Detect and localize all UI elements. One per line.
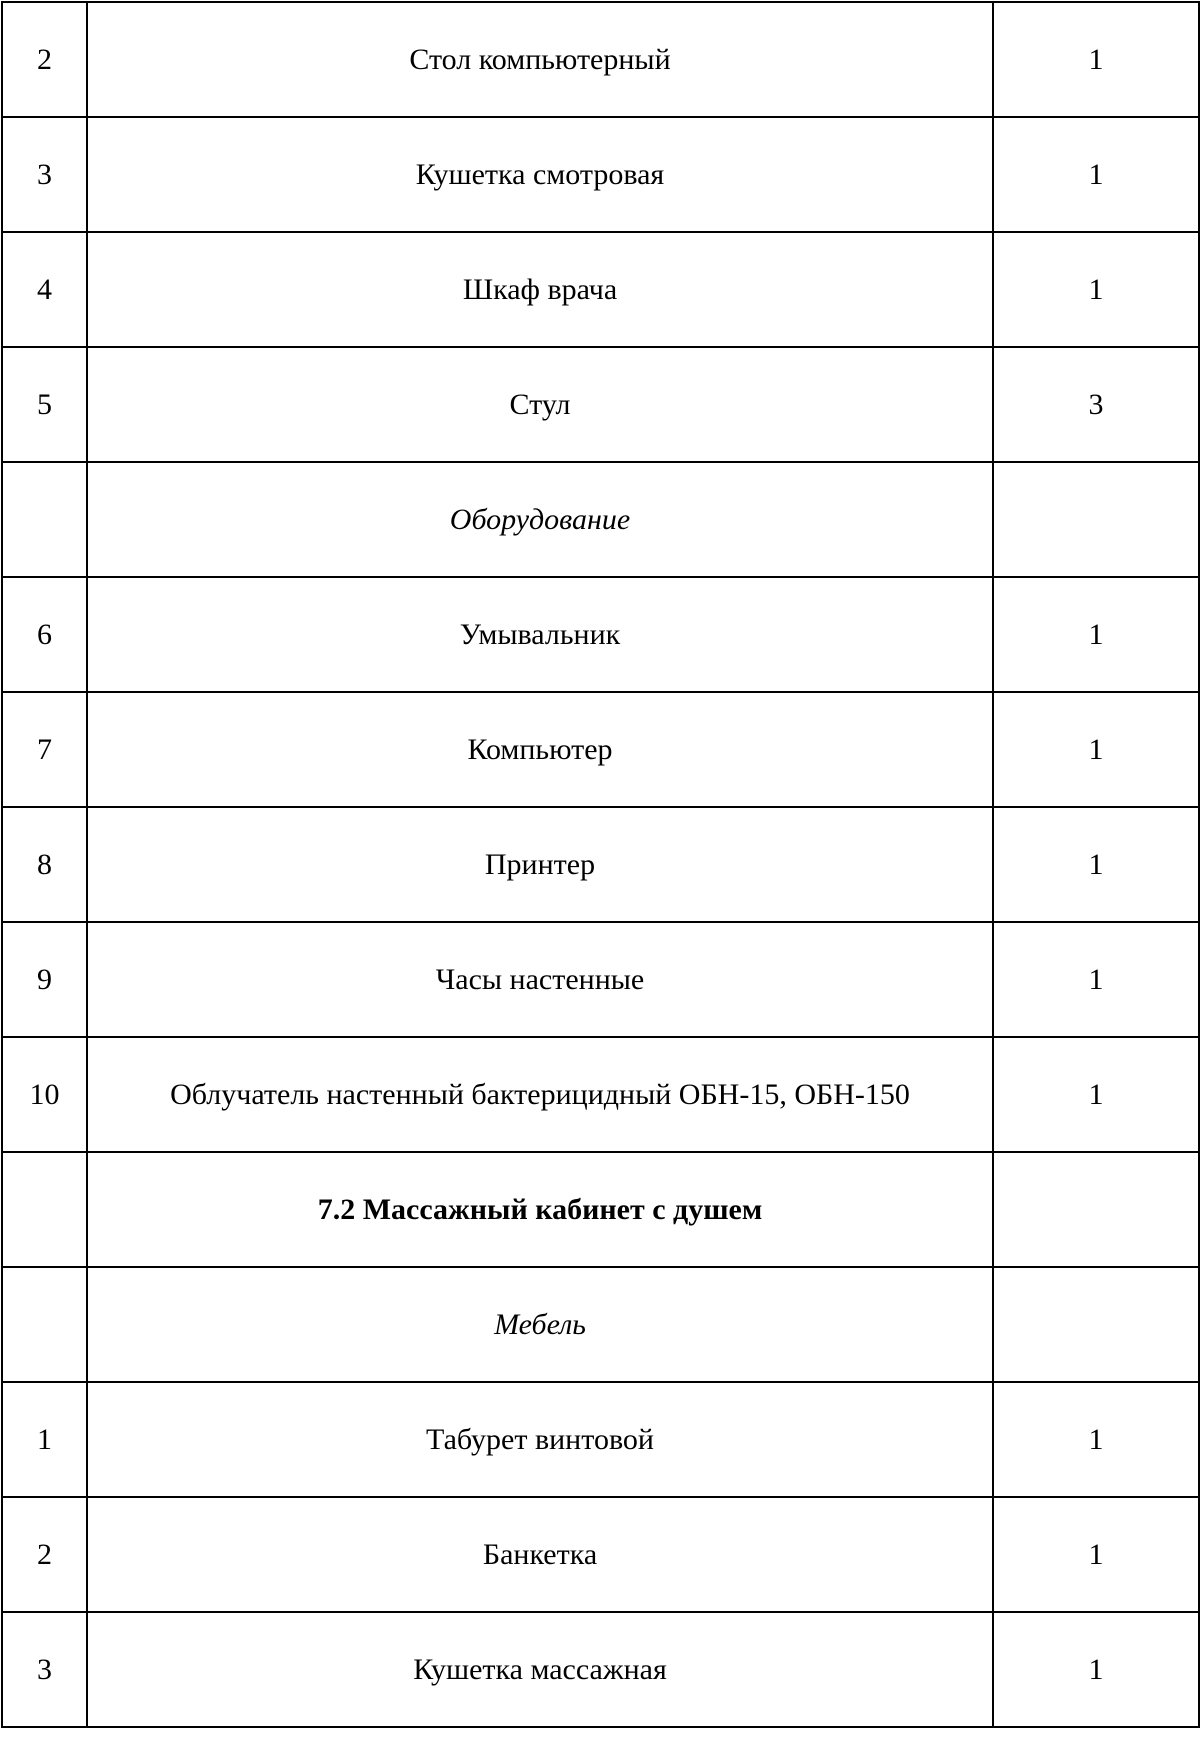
quantity-cell: 1 [993, 577, 1199, 692]
quantity-cell: 1 [993, 1497, 1199, 1612]
section-title-cell: 7.2 Массажный кабинет с душем [87, 1152, 993, 1267]
row-number-cell: 6 [2, 577, 87, 692]
row-number-cell: 10 [2, 1037, 87, 1152]
item-name-cell: Облучатель настенный бактерицидный ОБН-15, ОБН-150 [87, 1037, 993, 1152]
item-name-cell: Кушетка смотровая [87, 117, 993, 232]
table-row [2, 117, 1199, 232]
row-number-cell [2, 1267, 87, 1382]
table-row [2, 347, 1199, 462]
quantity-cell: 1 [993, 692, 1199, 807]
quantity-cell: 1 [993, 232, 1199, 347]
quantity-cell: 1 [993, 1612, 1199, 1727]
equipment-table-body [2, 2, 1199, 1727]
row-number-cell: 8 [2, 807, 87, 922]
row-number-cell: 3 [2, 117, 87, 232]
item-name-cell: Часы настенные [87, 922, 993, 1037]
quantity-cell: 1 [993, 2, 1199, 117]
row-number-cell: 5 [2, 347, 87, 462]
quantity-cell: 1 [993, 1037, 1199, 1152]
quantity-cell: 1 [993, 1382, 1199, 1497]
item-name-cell: Шкаф врача [87, 232, 993, 347]
row-number-cell: 7 [2, 692, 87, 807]
table-row [2, 807, 1199, 922]
table-row [2, 577, 1199, 692]
item-name-cell: Принтер [87, 807, 993, 922]
table-row [2, 1612, 1199, 1727]
row-number-cell: 4 [2, 232, 87, 347]
row-number-cell: 9 [2, 922, 87, 1037]
quantity-cell: 1 [993, 922, 1199, 1037]
quantity-cell [993, 1267, 1199, 1382]
row-number-cell: 3 [2, 1612, 87, 1727]
quantity-cell: 1 [993, 807, 1199, 922]
table-row [2, 232, 1199, 347]
row-number-cell: 2 [2, 2, 87, 117]
quantity-cell [993, 1152, 1199, 1267]
item-name-cell: Умывальник [87, 577, 993, 692]
quantity-cell: 1 [993, 117, 1199, 232]
section-heading-row [2, 1152, 1199, 1267]
row-number-cell [2, 462, 87, 577]
quantity-cell: 3 [993, 347, 1199, 462]
item-name-cell: Банкетка [87, 1497, 993, 1612]
table-row [2, 1037, 1199, 1152]
category-title-cell: Мебель [87, 1267, 993, 1382]
table-row [2, 692, 1199, 807]
item-name-cell: Стол компьютерный [87, 2, 993, 117]
quantity-cell [993, 462, 1199, 577]
table-row [2, 922, 1199, 1037]
row-number-cell: 2 [2, 1497, 87, 1612]
item-name-cell: Кушетка массажная [87, 1612, 993, 1727]
item-name-cell: Табурет винтовой [87, 1382, 993, 1497]
category-title-cell: Оборудование [87, 462, 993, 577]
row-number-cell: 1 [2, 1382, 87, 1497]
item-name-cell: Компьютер [87, 692, 993, 807]
table-row [2, 1382, 1199, 1497]
table-row [2, 2, 1199, 117]
row-number-cell [2, 1152, 87, 1267]
item-name-cell: Стул [87, 347, 993, 462]
table-row [2, 1497, 1199, 1612]
category-subheading-row [2, 462, 1199, 577]
category-subheading-row [2, 1267, 1199, 1382]
equipment-table [1, 1, 1200, 1728]
